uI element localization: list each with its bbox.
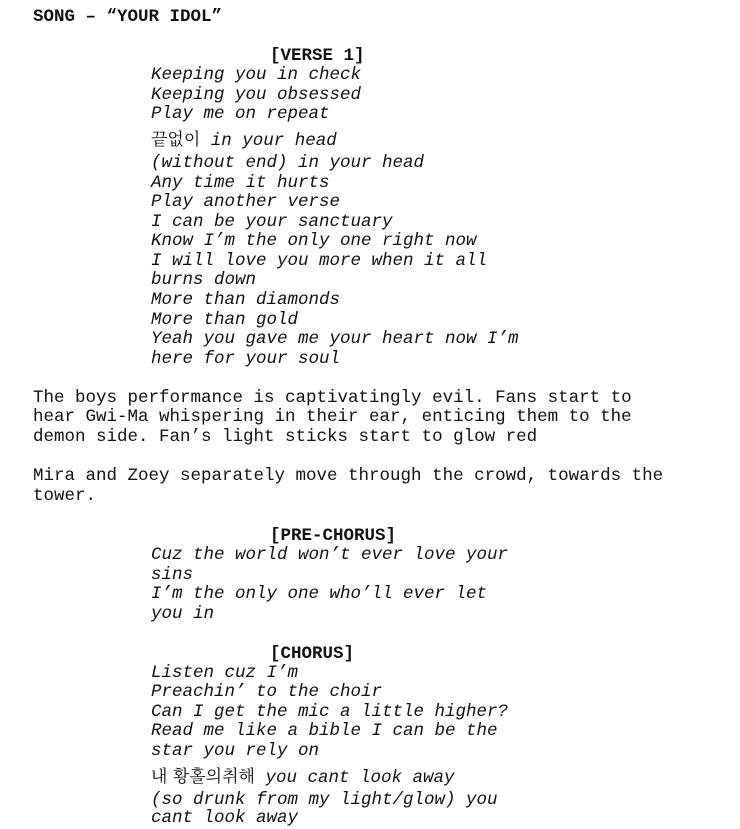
- lyric-line-korean: [151, 768, 454, 788]
- korean-text: 내 황홀의취해: [151, 767, 255, 787]
- lyric-line: sins: [151, 565, 194, 585]
- lyric-line: burns down: [151, 270, 257, 290]
- lyric-line: Cuz the world won’t ever love your: [151, 545, 509, 565]
- lyric-line: Yeah you gave me your heart now I’m: [151, 329, 519, 349]
- lyric-line: Know I’m the only one right now: [151, 231, 477, 251]
- lyric-line: More than gold: [151, 310, 299, 330]
- prechorus-header: [PRE-CHORUS]: [270, 526, 397, 546]
- lyric-line: Any time it hurts: [151, 173, 330, 193]
- lyric-line: Play another verse: [151, 192, 341, 212]
- lyric-line: I’m the only one who’ll ever let: [151, 584, 488, 604]
- lyric-line: I can be your sanctuary: [151, 212, 393, 232]
- song-title: SONG – “YOUR IDOL”: [33, 7, 223, 27]
- lyric-line: (so drunk from my light/glow) you: [151, 790, 498, 810]
- lyric-line: Listen cuz I’m: [151, 663, 299, 683]
- lyric-text: in your head: [200, 131, 337, 151]
- lyric-line: Keeping you in check: [151, 65, 362, 85]
- lyric-line: (without end) in your head: [151, 153, 425, 173]
- lyric-line: I will love you more when it all: [151, 251, 488, 271]
- lyric-text: you cant look away: [254, 768, 455, 788]
- action-line: tower.: [33, 486, 97, 506]
- lyric-line: here for your soul: [151, 349, 341, 369]
- korean-text: 끝없이: [151, 130, 201, 150]
- lyric-line: Can I get the mic a little higher?: [151, 702, 509, 722]
- lyric-line: More than diamonds: [151, 290, 341, 310]
- lyric-line: cant look away: [151, 808, 299, 828]
- lyric-line: you in: [151, 604, 215, 624]
- lyric-line: Play me on repeat: [151, 104, 330, 124]
- action-line: The boys performance is captivatingly evil. Fans start to: [33, 388, 632, 408]
- chorus-header: [CHORUS]: [270, 644, 355, 664]
- lyric-line: star you rely on: [151, 741, 320, 761]
- lyric-line: Read me like a bible I can be the: [151, 721, 498, 741]
- lyric-line: Preachin’ to the choir: [151, 682, 383, 702]
- action-line: hear Gwi-Ma whispering in their ear, enticing them to the: [33, 407, 632, 427]
- lyric-line-korean: [151, 131, 337, 151]
- lyric-line: Keeping you obsessed: [151, 85, 362, 105]
- verse1-header: [VERSE 1]: [270, 46, 365, 66]
- action-line: Mira and Zoey separately move through the crowd, towards the: [33, 466, 664, 486]
- action-line: demon side. Fan’s light sticks start to glow red: [33, 427, 538, 447]
